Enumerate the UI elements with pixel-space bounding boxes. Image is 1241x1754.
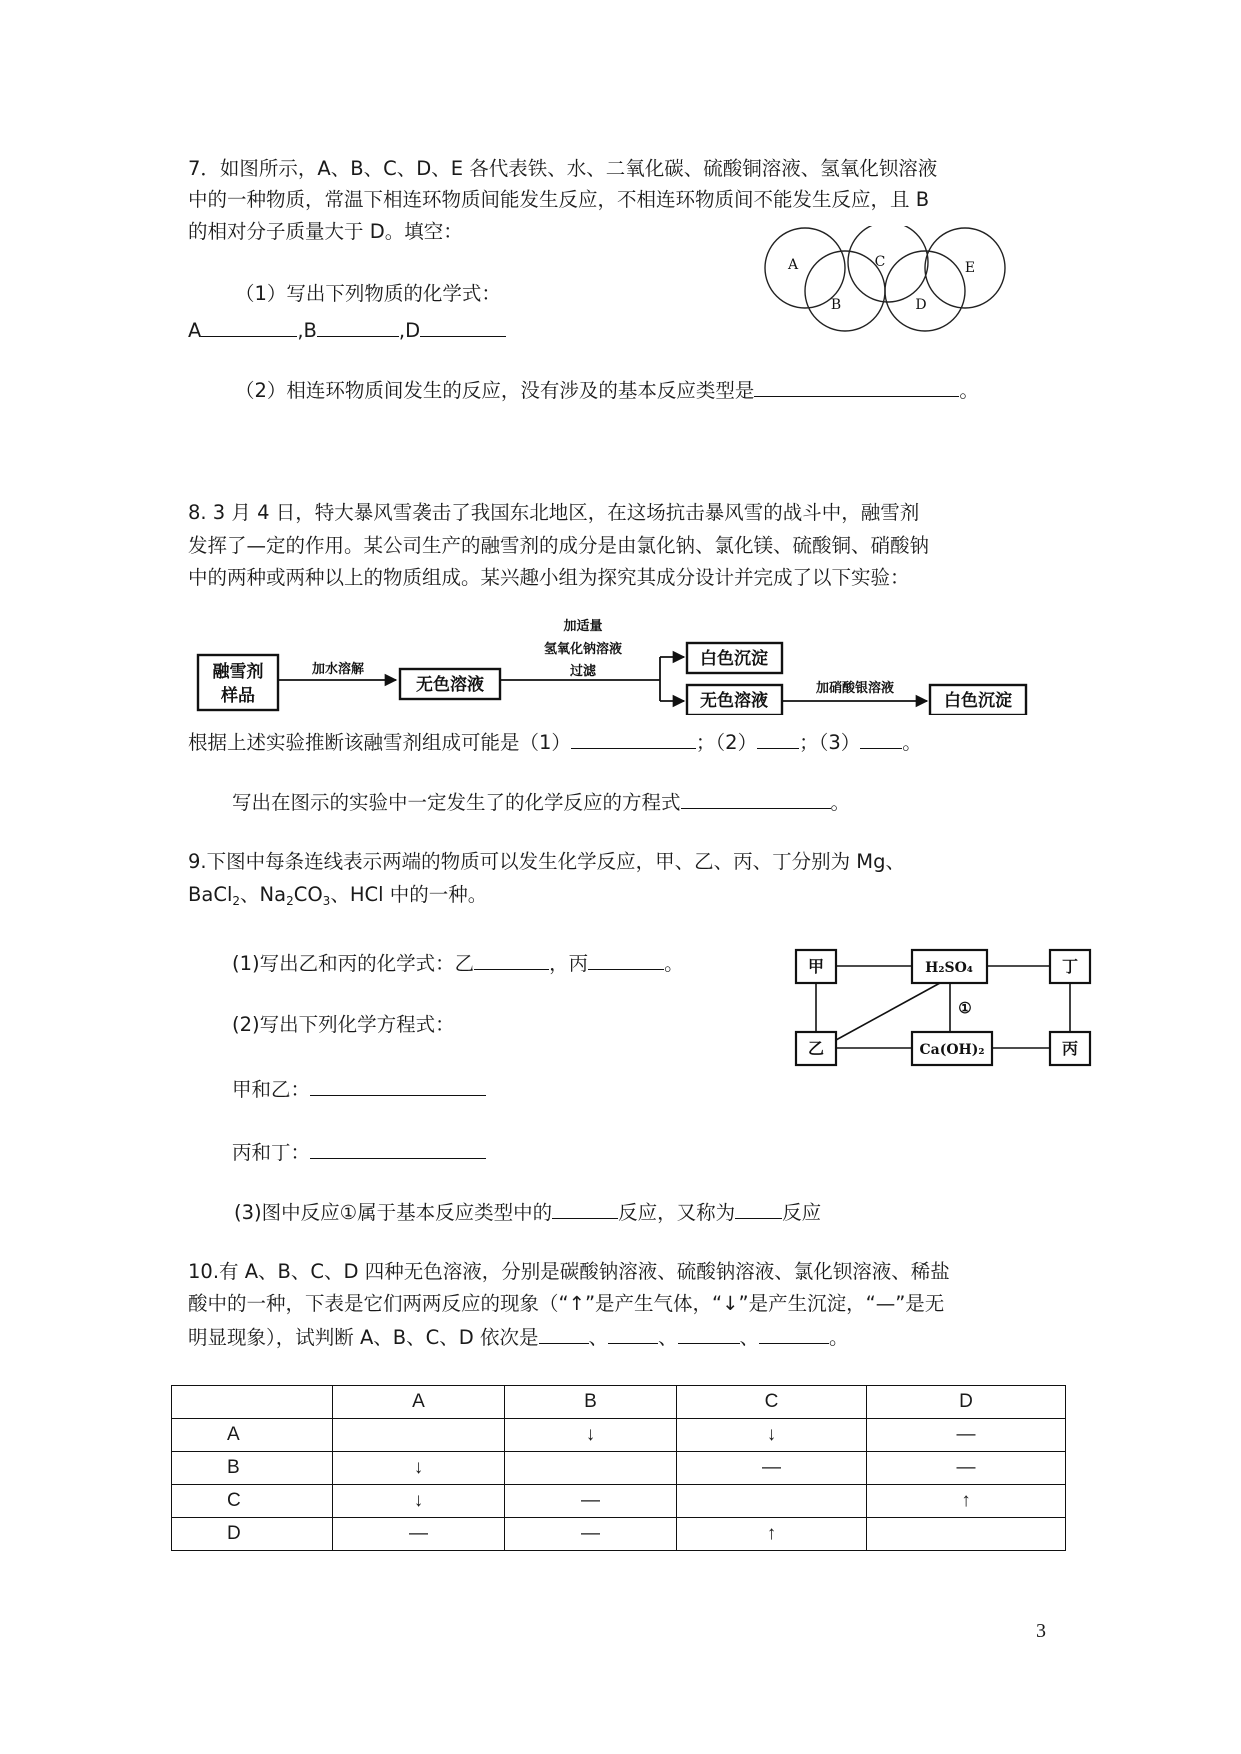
table-cell: — [677, 1452, 867, 1485]
ring-label-d: D [915, 297, 927, 313]
table-row-header: B [172, 1452, 333, 1485]
q9-p3-a: (3)图中反应①属于基本反应类型中的 [234, 1201, 553, 1224]
q8-blank-1[interactable] [571, 728, 696, 749]
q9-p2: (2)写出下列化学方程式： [232, 1013, 455, 1036]
q9-p1-line [232, 949, 684, 977]
q9-p3-b: 反应，又称为 [618, 1201, 736, 1224]
q10-sep-1: 、 [588, 1326, 609, 1349]
q9-blank-yi[interactable] [474, 949, 549, 970]
flow-step2-2: 氢氧化钠溶液 [543, 642, 623, 657]
table-header-cell: A [333, 1386, 505, 1419]
label-reaction-1: ① [958, 999, 972, 1017]
q9-reaction-diagram [790, 948, 1100, 1073]
q9-line2 [188, 882, 487, 908]
q8-infer-line [188, 728, 922, 756]
q7-sub2: （2）相连环物质间发生的反应，没有涉及的基本反应类型是 [235, 379, 755, 402]
table-cell: ↓ [333, 1485, 505, 1518]
q10-sep-3: 、 [739, 1326, 760, 1349]
q9-jia-yi-line [232, 1075, 486, 1103]
q10-blank-b[interactable] [608, 1323, 658, 1344]
q9-line2-sub1: 2 [232, 894, 241, 908]
reaction-table [171, 1385, 1066, 1551]
flow-solution1: 无色溶液 [416, 675, 484, 695]
q7-label-b: ,B [297, 319, 317, 342]
q7-formula-line [188, 316, 506, 344]
table-cell: — [505, 1518, 677, 1551]
q9-p1-b: ，丙 [549, 952, 589, 975]
q9-p1-a: (1)写出乙和丙的化学式：乙 [232, 952, 475, 975]
table-cell [867, 1518, 1066, 1551]
q9-blank-jia-yi[interactable] [310, 1075, 486, 1096]
q8-blank-2[interactable] [757, 728, 799, 749]
flow-solution2: 无色溶液 [700, 691, 768, 711]
q10-line1: 10.有 A、B、C、D 四种无色溶液，分别是碳酸钠溶液、硫酸钠溶液、氯化钡溶液、稀盐 [188, 1260, 950, 1283]
q9-blank-alias[interactable] [735, 1198, 782, 1219]
table-row-header: D [172, 1518, 333, 1551]
q7-line2: 中的一种物质，常温下相连环物质间能发生反应，不相连环物质间不能发生反应，且 B [188, 188, 930, 211]
table-cell [505, 1452, 677, 1485]
flow-precip2: 白色沉淀 [944, 691, 1012, 711]
q9-bing-ding-line [232, 1138, 486, 1166]
label-h2so4: H₂SO₄ [925, 960, 973, 976]
q9-p3-c: 反应 [782, 1201, 822, 1224]
label-bing: 丙 [1061, 1039, 1079, 1058]
table-cell [677, 1485, 867, 1518]
flow-step2-3: 过滤 [569, 664, 597, 679]
q10-blank-a[interactable] [539, 1323, 589, 1344]
table-cell: — [867, 1419, 1066, 1452]
q8-line2: 发挥了—定的作用。某公司生产的融雪剂的成分是由氯化钠、氯化镁、硫酸铜、硝酸钠 [188, 534, 930, 557]
flow-step2-1: 加适量 [563, 619, 603, 634]
q9-p1-end: 。 [664, 952, 684, 975]
q8-sep1: ；（2） [695, 731, 758, 754]
q8-eq-text: 写出在图示的实验中一定发生了的化学反应的方程式 [232, 791, 681, 814]
q8-line1: 8. 3 月 4 日，特大暴风雪袭击了我国东北地区，在这场抗击暴风雪的战斗中，融雪剂 [188, 501, 920, 524]
table-header-cell: D [867, 1386, 1066, 1419]
q8-sep2: ；（3） [799, 731, 861, 754]
label-caoh2: Ca(OH)₂ [919, 1042, 985, 1058]
label-yi: 乙 [807, 1039, 825, 1058]
ring-label-e: E [964, 260, 976, 276]
ring-label-c: C [874, 254, 886, 270]
q10-blank-c[interactable] [678, 1323, 740, 1344]
q9-line2-a: BaCl [188, 883, 233, 906]
q7-sub2-line [235, 376, 979, 404]
q9-line2-d: 、HCl 中的一种。 [330, 883, 488, 906]
q9-line2-sub3: 3 [322, 894, 331, 908]
q9-line1: 9.下图中每条连线表示两端的物质可以发生化学反应，甲、乙、丙、丁分别为 Mg、 [188, 850, 906, 873]
q10-line2: 酸中的一种，下表是它们两两反应的现象（“↑”是产生气体，“↓”是产生沉淀，“—”是无 [188, 1292, 945, 1315]
q7-label-a: A [188, 319, 202, 342]
q8-flowchart [190, 605, 1040, 715]
flow-sample-1: 融雪剂 [212, 662, 264, 682]
q7-label-d: ,D [398, 319, 421, 342]
q7-blank-b[interactable] [317, 316, 399, 337]
q8-end: 。 [902, 731, 922, 754]
flow-step1: 加水溶解 [311, 662, 365, 677]
q7-rings-diagram [760, 226, 1010, 332]
label-ding: 丁 [1061, 957, 1079, 976]
q9-blank-bing[interactable] [588, 949, 664, 970]
table-header-row [172, 1386, 1066, 1419]
page-number: 3 [1036, 1620, 1046, 1642]
flow-step3: 加硝酸银溶液 [815, 681, 895, 696]
q7-blank-d[interactable] [420, 316, 506, 337]
q10-end: 。 [829, 1326, 849, 1349]
table-cell: ↓ [505, 1419, 677, 1452]
table-header-cell: B [505, 1386, 677, 1419]
flow-sample-2: 样品 [221, 686, 255, 706]
q7-sub2-end: 。 [959, 379, 979, 402]
q9-p3-line [234, 1198, 821, 1226]
table-cell: ↓ [333, 1452, 505, 1485]
table-row [172, 1452, 1066, 1485]
table-cell: — [505, 1485, 677, 1518]
q8-eq-line [232, 788, 850, 816]
table-row [172, 1485, 1066, 1518]
ring-label-b: B [830, 297, 842, 313]
q10-line3 [188, 1323, 849, 1351]
q10-blank-d[interactable] [759, 1323, 829, 1344]
table-row-header: C [172, 1485, 333, 1518]
q7-blank-a[interactable] [201, 316, 297, 337]
table-cell: ↓ [677, 1419, 867, 1452]
q9-blank-bing-ding[interactable] [310, 1138, 486, 1159]
table-cell: ↑ [677, 1518, 867, 1551]
q8-eq-end: 。 [830, 791, 851, 814]
flow-precip1: 白色沉淀 [700, 649, 768, 669]
table-cell [333, 1419, 505, 1452]
q7-blank-type[interactable] [754, 376, 959, 397]
q7-sub1: （1）写出下列物质的化学式： [235, 282, 501, 305]
ring-c [848, 226, 928, 302]
table-cell: — [867, 1452, 1066, 1485]
table-cell: — [333, 1518, 505, 1551]
table-header-cell [172, 1386, 333, 1419]
table-row [172, 1518, 1066, 1551]
q9-blank-type[interactable] [552, 1198, 618, 1219]
q7-line3: 的相对分子质量大于 D。填空： [188, 220, 463, 243]
q8-blank-eq[interactable] [681, 788, 831, 809]
q9-line2-c: CO [293, 883, 323, 906]
table-row [172, 1419, 1066, 1452]
q10-sep-2: 、 [658, 1326, 678, 1349]
q9-bing-ding: 丙和丁： [232, 1141, 311, 1164]
table-cell: ↑ [867, 1485, 1066, 1518]
table-row-header: A [172, 1419, 333, 1452]
q9-line2-sub2: 2 [286, 894, 294, 908]
label-jia: 甲 [807, 957, 825, 976]
table-header-cell: C [677, 1386, 867, 1419]
q9-jia-yi: 甲和乙： [232, 1078, 311, 1101]
q10-line3-a: 明显现象），试判断 A、B、C、D 依次是 [188, 1326, 539, 1349]
q8-blank-3[interactable] [860, 728, 902, 749]
q8-infer-text: 根据上述实验推断该融雪剂组成可能是（1） [188, 731, 571, 754]
ring-label-a: A [787, 257, 799, 273]
q7-line1: 7．如图所示，A、B、C、D、E 各代表铁、水、二氧化碳、硫酸铜溶液、氢氧化钡溶液 [188, 157, 938, 180]
q9-line2-b: 、Na [240, 883, 287, 906]
q8-line3: 中的两种或两种以上的物质组成。某兴趣小组为探究其成分设计并完成了以下实验： [188, 566, 910, 589]
